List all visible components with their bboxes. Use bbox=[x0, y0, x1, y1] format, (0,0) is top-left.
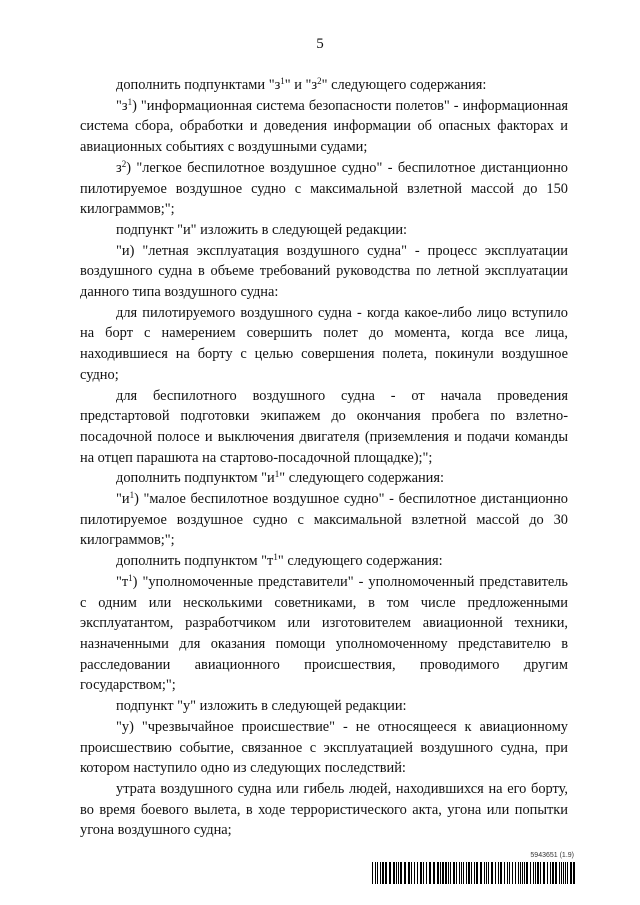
barcode-bar bbox=[474, 862, 475, 884]
paragraph bbox=[80, 96, 568, 158]
barcode-bar bbox=[385, 862, 387, 884]
barcode-bar bbox=[484, 862, 485, 884]
barcode-bar bbox=[520, 862, 521, 884]
text-run: "и bbox=[116, 491, 130, 508]
paragraph bbox=[80, 386, 568, 469]
document-code: 5943651 (1.9) bbox=[530, 852, 574, 859]
barcode-bar bbox=[518, 862, 519, 884]
barcode-bar bbox=[404, 862, 406, 884]
barcode-bar bbox=[491, 862, 493, 884]
barcode-bar bbox=[550, 862, 551, 884]
barcode-bar bbox=[437, 862, 439, 884]
barcode-bar bbox=[429, 862, 431, 884]
barcode-bar bbox=[456, 862, 457, 884]
barcode-bar bbox=[393, 862, 395, 884]
barcode-bar bbox=[466, 862, 467, 884]
barcode-bar bbox=[561, 862, 562, 884]
barcode-bar bbox=[400, 862, 402, 884]
barcode-bar bbox=[522, 862, 523, 884]
barcode-bar bbox=[515, 862, 516, 884]
barcode-bar bbox=[414, 862, 415, 884]
page-number: 5 bbox=[316, 36, 324, 52]
paragraph bbox=[80, 241, 568, 303]
barcode-bar bbox=[530, 862, 531, 884]
barcode-bar bbox=[547, 862, 548, 884]
barcode-bar bbox=[463, 862, 464, 884]
barcode-bar bbox=[498, 862, 499, 884]
barcode-bar bbox=[411, 862, 412, 884]
barcode-bar bbox=[468, 862, 470, 884]
barcode-bar bbox=[375, 862, 376, 884]
barcode-bar bbox=[433, 862, 435, 884]
text-run: дополнить подпунктом "т bbox=[116, 553, 274, 570]
barcode-bar bbox=[500, 862, 502, 884]
barcode-bar bbox=[567, 862, 568, 884]
barcode-bar bbox=[426, 862, 427, 884]
text-run: "и) "летная эксплуатация воздушного судна" - процесс эксплуатации воздушного судна в объеме требований руководства по летной эксплуатации данного типа воздушного судна: bbox=[80, 242, 568, 301]
barcode-bar bbox=[461, 862, 462, 884]
text-run: ) "легкое беспилотное воздушное судно" - беспилотное дистанционно пилотируемое воздушное судно с максимальной взлетной массой до 150 килограммов;"; bbox=[80, 159, 568, 218]
barcode-bar bbox=[396, 862, 397, 884]
text-run: "т bbox=[116, 573, 129, 590]
barcode-bar bbox=[450, 862, 451, 884]
barcode-bar bbox=[476, 862, 478, 884]
paragraph bbox=[80, 468, 568, 489]
text-run: ) "информационная система безопасности полетов" - информационная система сбора, обработки и доведения информации об опасных факторах и авиационных событиях с воздушными судами; bbox=[80, 97, 568, 156]
text-run: " и "з bbox=[284, 77, 318, 93]
barcode-bar bbox=[453, 862, 455, 884]
text-run: для беспилотного воздушного судна - от начала проведения предстартовой подготовки экипажем до окончания пробега по взлетно-посадочной полосе и выключения двигателя (приземления и подачи команды на отцеп парашюта на стартово-посадочной площадке);"; bbox=[80, 387, 568, 466]
paragraph bbox=[80, 696, 568, 717]
barcode-bar bbox=[535, 862, 536, 884]
barcode-bar bbox=[420, 862, 422, 884]
paragraph bbox=[80, 717, 568, 779]
barcode-bar bbox=[504, 862, 505, 884]
barcode-bar bbox=[372, 862, 373, 884]
barcode-bar bbox=[440, 862, 441, 884]
barcode-bar bbox=[526, 862, 528, 884]
barcode-bar bbox=[512, 862, 513, 884]
paragraph bbox=[80, 572, 568, 696]
barcode-bar bbox=[509, 862, 510, 884]
barcode bbox=[372, 862, 576, 884]
paragraph bbox=[80, 158, 568, 220]
superscript-index: 1 bbox=[274, 469, 280, 480]
barcode-bar bbox=[533, 862, 534, 884]
paragraph bbox=[80, 75, 568, 96]
barcode-bar bbox=[448, 862, 449, 884]
barcode-bar bbox=[380, 862, 381, 884]
text-run: подпункт "у" изложить в следующей редакции: bbox=[116, 698, 407, 715]
barcode-bar bbox=[563, 862, 564, 884]
barcode-bar bbox=[524, 862, 525, 884]
superscript-index: 1 bbox=[273, 552, 278, 563]
text-run: утрата воздушного судна или гибель людей, находившихся на его борту, во время боевого вылета, в ходе террористического акта, угона или попытки угона воздушного судна; bbox=[80, 780, 568, 839]
text-run: з bbox=[116, 159, 122, 176]
barcode-bar bbox=[573, 862, 575, 884]
text-run: " следующего содержания: bbox=[279, 470, 444, 487]
barcode-bar bbox=[486, 862, 487, 884]
barcode-bar bbox=[423, 862, 424, 884]
text-run: дополнить подпунктом "и bbox=[116, 470, 275, 487]
text-run: "з bbox=[116, 97, 128, 114]
paragraph bbox=[80, 489, 568, 551]
paragraph bbox=[80, 551, 568, 572]
barcode-bar bbox=[445, 862, 447, 884]
paragraph bbox=[80, 303, 568, 386]
barcode-bar bbox=[382, 862, 384, 884]
text-run: ) "малое беспилотное воздушное судно" - беспилотное дистанционно пилотируемое воздушное судно с максимальной взлетной массой до 30 килограммов;"; bbox=[80, 491, 568, 549]
text-run: ) "уполномоченные представители" - уполномоченный представитель с одним или несколькими советниками, в том числе предложенными эксплуатантом, разработчиком или изготовителем авиационной техники, назначенными для оказания помощи уполномоченному представителю в расследовании авиационного происшествия, проводимого другим государством;"; bbox=[80, 573, 568, 694]
superscript-index: 1 bbox=[129, 490, 135, 501]
text-run: " следующего содержания: bbox=[277, 553, 443, 570]
paragraph bbox=[80, 779, 568, 841]
text-run: " следующего содержания: bbox=[321, 77, 487, 93]
barcode-bar bbox=[488, 862, 489, 884]
superscript-index: 1 bbox=[128, 572, 133, 583]
barcode-bar bbox=[417, 862, 418, 884]
document-body bbox=[80, 75, 568, 841]
superscript-index: 2 bbox=[121, 158, 127, 169]
barcode-bar bbox=[552, 862, 554, 884]
superscript-index: 1 bbox=[127, 96, 133, 107]
barcode-graphic bbox=[372, 862, 576, 884]
barcode-bar bbox=[537, 862, 539, 884]
barcode-bar bbox=[540, 862, 541, 884]
barcode-bar bbox=[507, 862, 508, 884]
superscript-index: 1 bbox=[280, 76, 285, 86]
superscript-index: 2 bbox=[317, 76, 322, 86]
barcode-bar bbox=[570, 862, 572, 884]
barcode-bar bbox=[459, 862, 460, 884]
barcode-bar bbox=[480, 862, 482, 884]
text-run: "у) "чрезвычайное происшествие" - не относящееся к авиационному происшествию событие, связанное с эксплуатацией воздушного судна, при котором наступило одно из следующих последствий: bbox=[80, 718, 568, 777]
text-run: подпункт "и" изложить в следующей редакции: bbox=[116, 221, 408, 238]
barcode-bar bbox=[377, 862, 378, 884]
text-run: для пилотируемого воздушного судна - когда какое-либо лицо вступило на борт с намерением совершить полет до момента, когда все лица, находившиеся на борту с целью совершения полета, покинули воздушное судно; bbox=[80, 304, 568, 383]
barcode-bar bbox=[559, 862, 560, 884]
barcode-bar bbox=[408, 862, 410, 884]
barcode-bar bbox=[471, 862, 472, 884]
barcode-bar bbox=[389, 862, 391, 884]
paragraph bbox=[80, 220, 568, 241]
barcode-bar bbox=[543, 862, 545, 884]
barcode-bar bbox=[398, 862, 399, 884]
text-run: дополнить подпунктами "з bbox=[116, 77, 281, 93]
barcode-bar bbox=[495, 862, 496, 884]
barcode-bar bbox=[565, 862, 566, 884]
barcode-bar bbox=[442, 862, 444, 884]
barcode-bar bbox=[555, 862, 557, 884]
